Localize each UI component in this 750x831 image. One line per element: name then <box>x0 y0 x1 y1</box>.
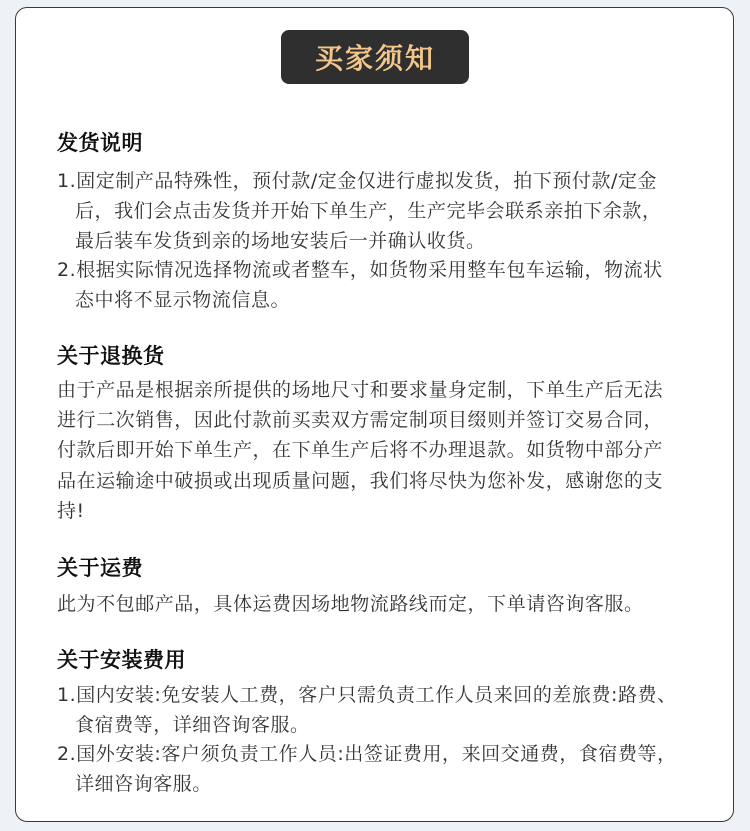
section-heading-shipping: 发货说明 <box>57 131 143 155</box>
title-badge <box>281 30 469 84</box>
list-item-line: 1.固定制产品特殊性，预付款/定金仅进行虚拟发货，拍下预付款/定金 <box>57 170 658 192</box>
list-item-line: 食宿费等，详细咨询客服。 <box>75 714 310 736</box>
section-heading-freight: 关于运费 <box>57 556 143 580</box>
paragraph-line: 由于产品是根据亲所提供的场地尺寸和要求量身定制，下单生产后无法 <box>57 379 664 401</box>
list-item-line: 最后装车发货到亲的场地安装后一并确认收货。 <box>75 230 486 252</box>
section-heading-installation: 关于安装费用 <box>57 648 186 672</box>
paragraph-line: 此为不包邮产品，具体运费因场地物流路线而定，下单请咨询客服。 <box>57 593 644 615</box>
paragraph-line: 付款后即开始下单生产，在下单生产后将不办理退款。如货物中部分产 <box>57 439 664 461</box>
list-item-line: 1.国内安装:免安装人工费，客户只需负责工作人员来回的差旅费:路费、 <box>57 684 677 706</box>
paragraph-line: 品在运输途中破损或出现质量问题，我们将尽快为您补发，感谢您的支 <box>57 470 664 492</box>
list-item-line: 2.国外安装:客户须负责工作人员:出签证费用，来回交通费，食宿费等， <box>57 743 677 765</box>
paragraph-line: 进行二次销售，因此付款前买卖双方需定制项目缀则并签订交易合同， <box>57 409 664 431</box>
list-item-line: 后，我们会点击发货并开始下单生产，生产完毕会联系亲拍下余款， <box>75 200 662 222</box>
list-item-line: 2.根据实际情况选择物流或者整车，如货物采用整车包车运输，物流状 <box>57 259 663 281</box>
paragraph-line: 持! <box>57 500 85 522</box>
list-item-line: 态中将不显示物流信息。 <box>75 289 291 311</box>
section-heading-returns: 关于退换货 <box>57 344 165 368</box>
page-title: 买家须知 <box>314 42 435 75</box>
list-item-line: 详细咨询客服。 <box>75 773 212 795</box>
